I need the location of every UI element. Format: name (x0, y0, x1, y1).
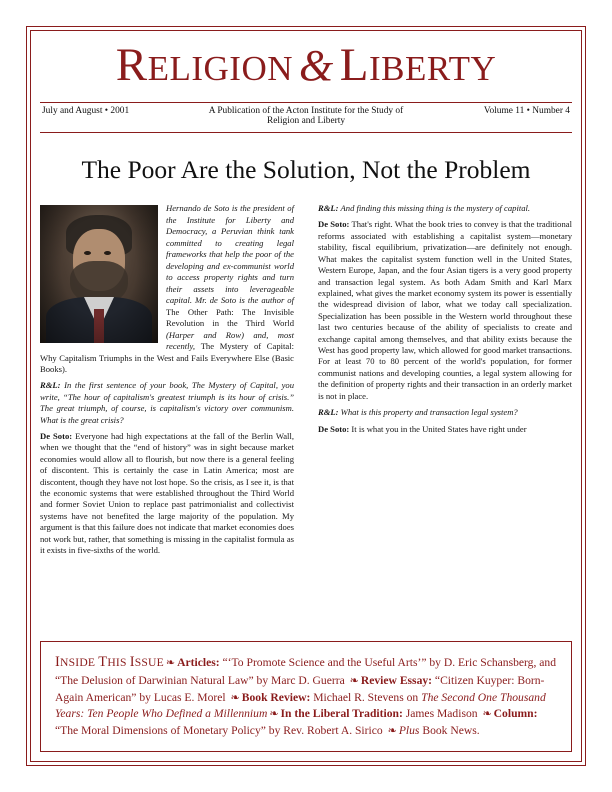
review-essay-label: Review Essay: (360, 673, 433, 687)
book-review-title[interactable]: The Second One Thousand Years: Ten People Who Defined a Millennium (55, 690, 546, 721)
masthead (40, 39, 572, 91)
masthead-l: L (339, 39, 369, 91)
inside-this-issue-heading (55, 654, 164, 670)
issue-date: July and August • 2001 (42, 106, 130, 116)
florette-icon-4: ❧ (269, 708, 279, 721)
answer-3 (318, 424, 572, 435)
inside-this-issue-box (40, 641, 572, 752)
masthead-ampersand: & (299, 41, 334, 90)
articles-text[interactable]: “‘To Promote Science and the Useful Arts’” by D. Eric Schansberg, and “The Delusion of Darwinian Natural Law” by Marc D. Guerra (55, 655, 557, 687)
bio-pub-2: (Basic Books). (40, 352, 294, 375)
question-3-label: R&L: (318, 407, 339, 418)
heading-i: I (55, 653, 61, 670)
heading-i2: I (129, 653, 135, 670)
question-2-text: And finding this missing thing is the mystery of capital. (338, 203, 531, 213)
issue-bar (40, 103, 572, 129)
column-text[interactable]: “The Moral Dimensions of Monetary Policy” by Rev. Robert A. Sirico (55, 724, 386, 738)
book-review-label: Book Review: (241, 690, 311, 704)
masthead-r: R (115, 39, 148, 91)
florette-icon-2: ❧ (349, 674, 359, 687)
florette-icon-3: ❧ (230, 691, 240, 704)
article-headline: The Poor Are the Solution, Not the Problem (81, 155, 531, 184)
plus-label: Plus (398, 724, 420, 738)
answer-1-text: Everyone had high expectations at the fall of the Berlin Wall, when we thought that the “end of history” was in sight because market economies would allow all to flourish, but now there is a general feeling of discontent. This is certainly the case in Latin America; most are discontent, though they have not lost hope. So the crisis, as I see it, is that the economic systems that were established throughout the Third World and former Soviet Union to replace past patrimonialist and collectivist systems have not benefited the large majority of the population. My argument is that this failure does not indicate that market economies does not work but, rather, that something is missing in the capitalist formula as it exists in five-sixths of the world. (40, 430, 294, 556)
answer-3-label: De Soto: (318, 423, 350, 434)
portrait-photo (40, 205, 158, 343)
question-3-text: What is this property and transaction legal system? (338, 407, 518, 418)
page-content (40, 38, 572, 754)
answer-2 (318, 219, 572, 402)
masthead-liberty: IBERTY (368, 49, 497, 88)
question-2-label: R&L: (318, 203, 339, 213)
answer-1-label: De Soto: (40, 430, 73, 441)
column-label: Column: (493, 707, 538, 721)
florette-icon-1: ❧ (165, 656, 176, 669)
liberal-tradition-text[interactable]: James Madison (402, 707, 481, 721)
bio-pub-1: (Harper and Row) (166, 329, 254, 340)
bio-text-1: Hernando de Soto is the president of the Institute for Liberty and Democracy, a Peruvian think tank committed to creating legal frameworks that help the poor of the developing and ex-communist world to access property rights and turn their assets into leverageable capital. Mr. de Soto is the author of (166, 203, 294, 306)
column-right (318, 203, 572, 440)
question-1 (40, 380, 294, 426)
answer-1 (40, 431, 294, 557)
liberal-tradition-label: In the Liberal Tradition: (280, 707, 403, 721)
florette-icon-6: ❧ (387, 725, 397, 738)
florette-icon-5: ❧ (482, 708, 492, 721)
question-2 (318, 203, 572, 214)
masthead-religion: ELIGION (147, 49, 294, 88)
heading-ssue: SSUE (134, 655, 164, 669)
issue-volume: Volume 11 • Number 4 (483, 106, 570, 116)
bio-title-1: The Other Path: The Invisible Revolution in the Third World (166, 306, 294, 329)
plus-text[interactable]: Book News. (419, 724, 480, 738)
answer-2-label: De Soto: (318, 219, 350, 230)
article-body (40, 203, 572, 623)
heading-nside: NSIDE (60, 655, 99, 669)
answer-3-text: It is what you in the United States have right under (349, 423, 527, 434)
bio-text-2: and, most recently, (166, 329, 294, 352)
publication-title (40, 39, 572, 91)
question-3 (318, 407, 572, 418)
column-left (40, 203, 294, 562)
articles-label: Articles: (177, 655, 220, 669)
heading-his: HIS (107, 655, 130, 669)
question-1-label: R&L: (40, 380, 61, 391)
answer-2-text: That's right. What the book tries to convey is that the traditional reforms associated with establishing a capitalist system—monetary stability, fiscal equilibrium, privatization—are definitely not enough. What makes the capitalist system function well in the United States, Western Europe, Japan, and the four Asian tigers is a very good property and transaction legal system. As both Adam Smith and Karl Marx explained, what gives the market economy system its power is essentially the widespread division of labor, what we today call specialization. Specialization has been possible in the Western world throughout these last two centuries because of the ability of specialists to create and exchange capital among themselves, and that ability exists because the West has good property law, which allowed for good market transactions. For at least 70 to 80 percent of the world's population, for former communist nations and developing counties, a legal system allowing for the definition of property rights and their transaction in an orderly market is not in place. (318, 219, 572, 401)
masthead-rule-bottom (40, 132, 572, 133)
question-1-text: In the first sentence of your book, The Mystery of Capital, you write, “The hour of capitalism's greatest triumph is its hour of crisis.” The great triumph, of course, is capitalism's victory over communism. What is the great crisis? (40, 380, 294, 425)
review-essay-text[interactable]: “Citizen Kuyper: Born-Again American” by Lucas E. Morel (55, 673, 545, 704)
bio-title-2: The Mystery of Capital: Why Capitalism Triumphs in the West and Fails Everywhere Else (40, 341, 294, 363)
heading-t: T (98, 653, 108, 670)
book-review-text[interactable]: Michael R. Stevens on (310, 690, 422, 704)
publisher-line: A Publication of the Acton Institute for the Study of Religion and Liberty (208, 106, 404, 126)
